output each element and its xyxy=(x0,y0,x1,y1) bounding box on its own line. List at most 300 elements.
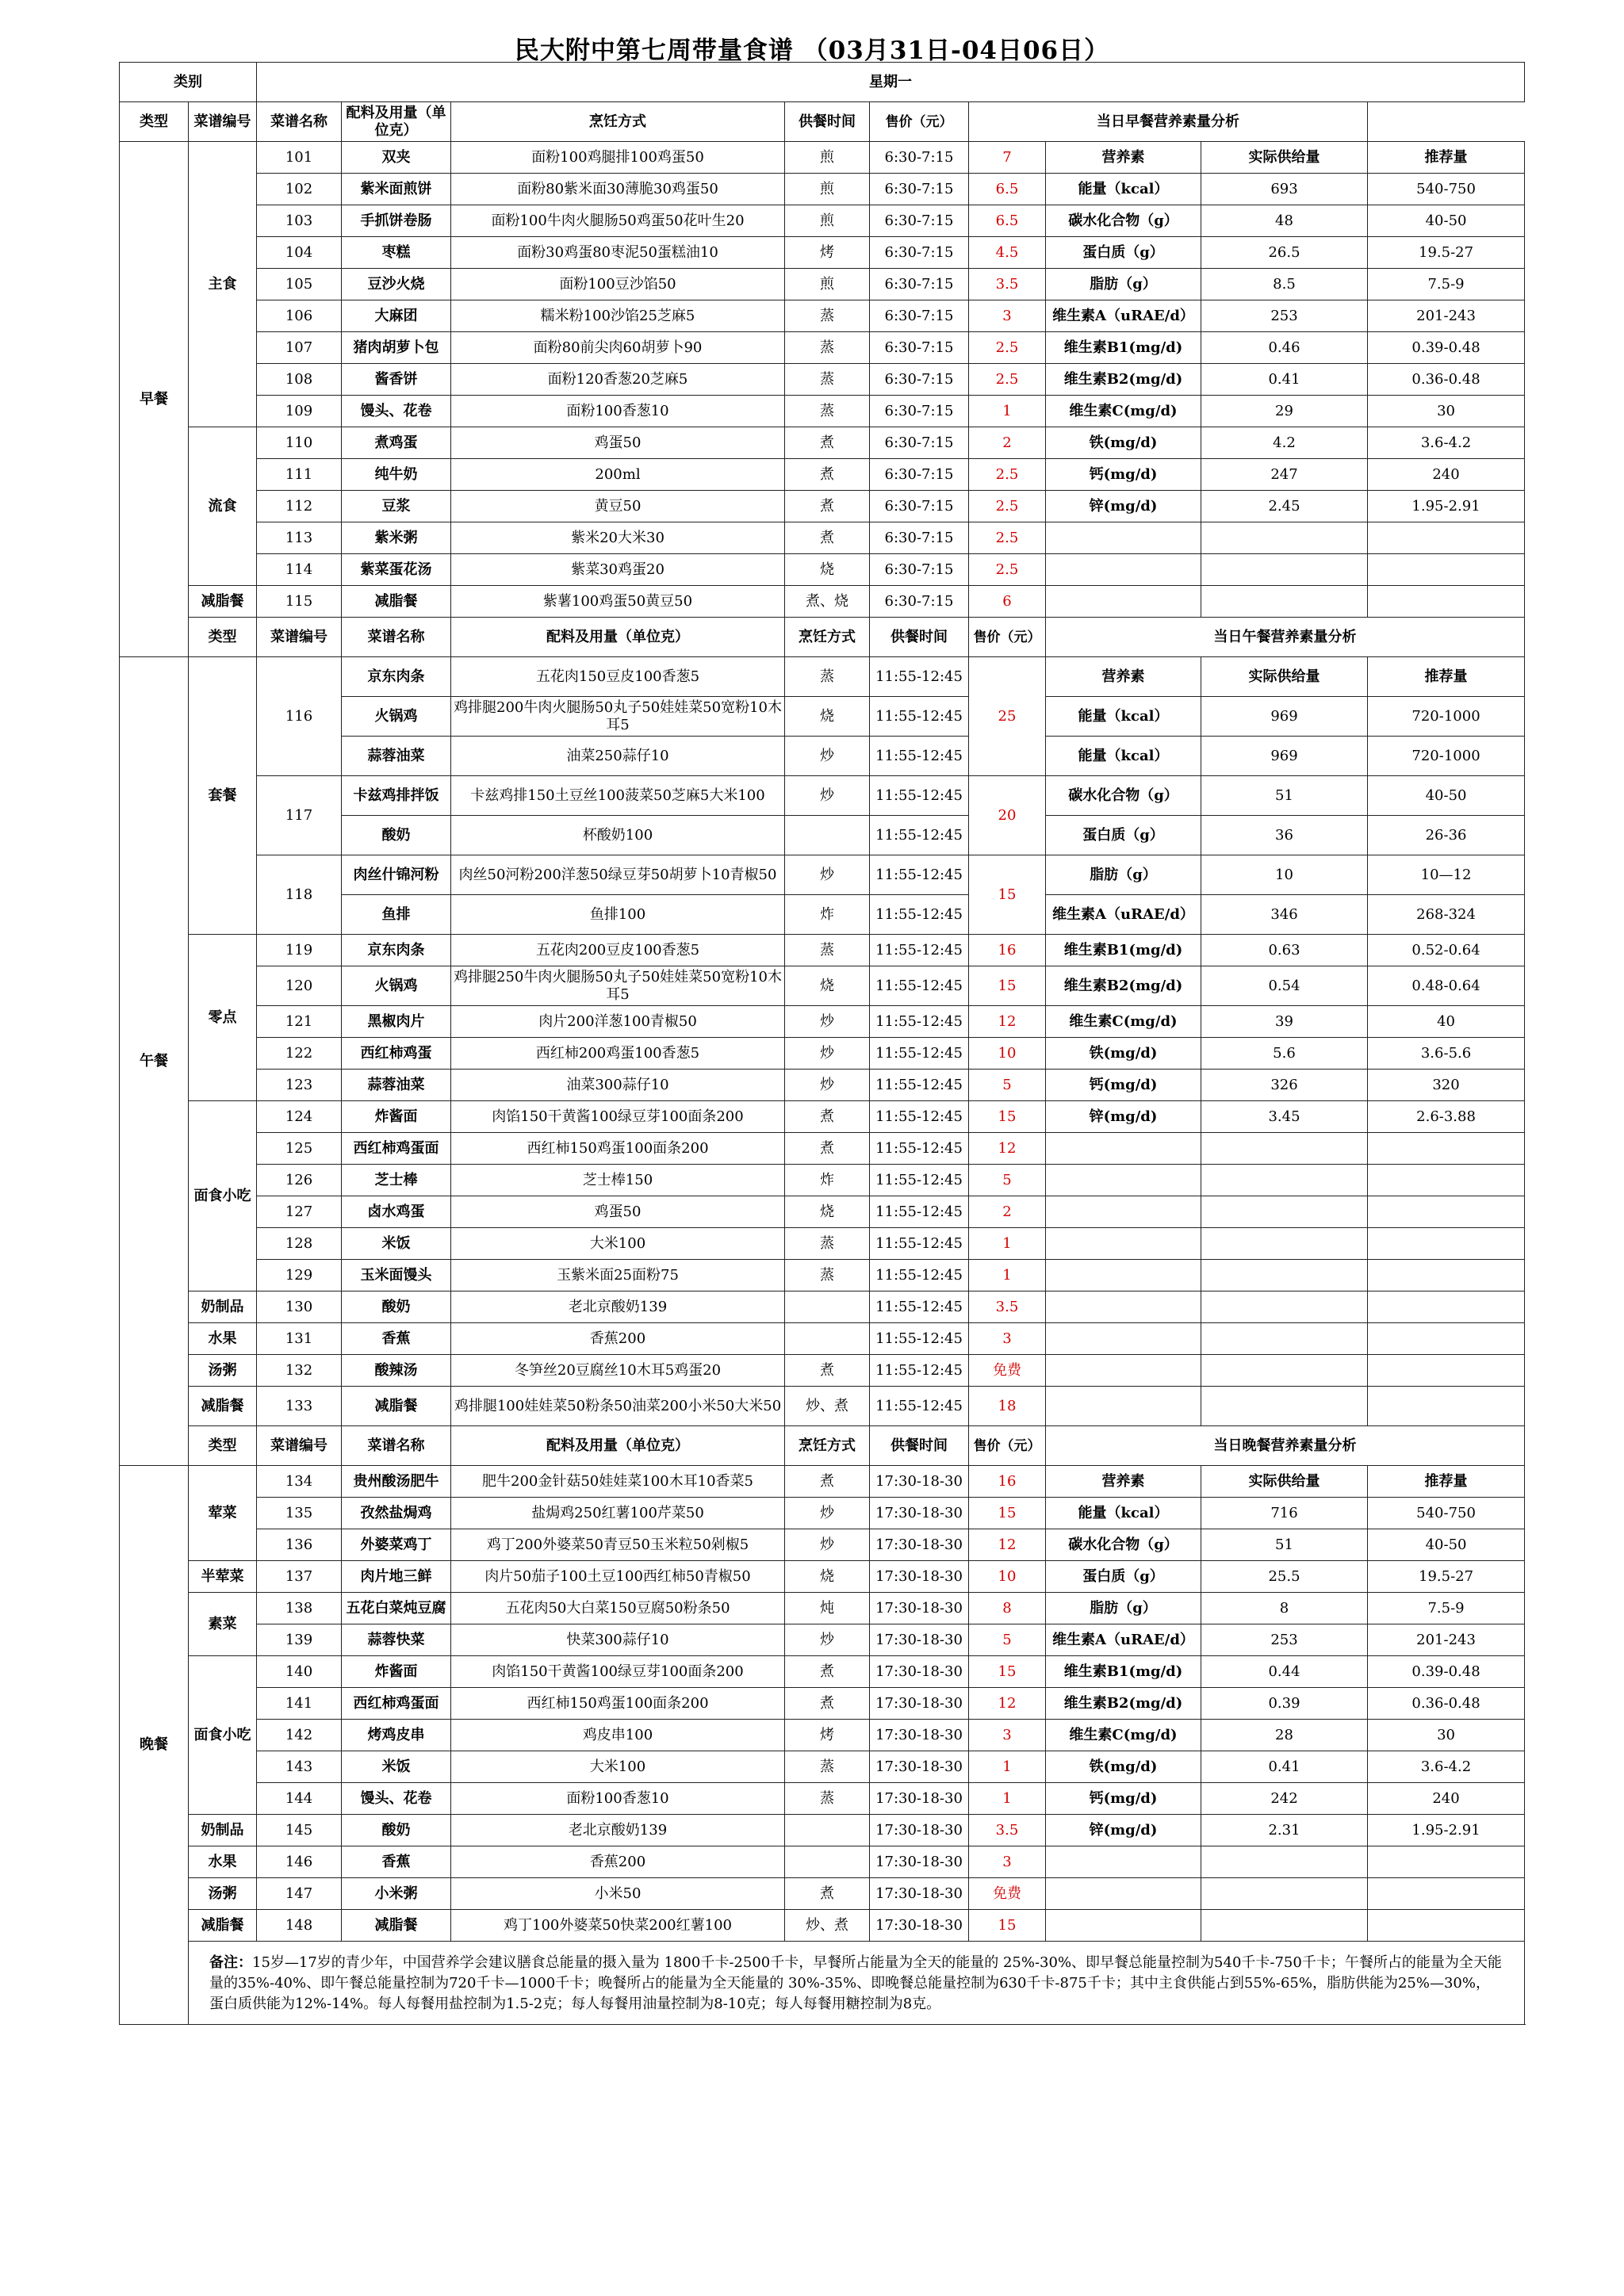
table-row xyxy=(120,1529,1525,1561)
nutrient-actual: 0.44 xyxy=(1201,1656,1368,1688)
empty-cell xyxy=(1368,1260,1525,1292)
col-ingredients-header: 配料及用量（单位克） xyxy=(451,1426,785,1466)
meal-label: 早餐 xyxy=(120,142,189,657)
nutrient-name: 铁(mg/d) xyxy=(1046,1038,1201,1070)
nutrient-name: 维生素A（uRAE/d） xyxy=(1046,895,1201,935)
code-cell: 140 xyxy=(257,1656,342,1688)
method-cell: 蒸 xyxy=(785,364,870,396)
dish-name: 贵州酸汤肥牛 xyxy=(342,1466,451,1498)
time-cell: 6:30-7:15 xyxy=(870,364,969,396)
nutrient-name: 碳水化合物（g） xyxy=(1046,1529,1201,1561)
price-cell: 7 xyxy=(969,142,1046,174)
nutrition-analysis-title: 当日午餐营养素量分析 xyxy=(1046,618,1525,657)
dish-name: 减脂餐 xyxy=(342,1387,451,1426)
type-cell: 半荤菜 xyxy=(189,1561,257,1593)
empty-cell xyxy=(1046,1260,1201,1292)
empty-cell xyxy=(1201,554,1368,586)
ingredients-cell: 鸡排腿250牛肉火腿肠50丸子50娃娃菜50宽粉10木耳5 xyxy=(451,966,785,1006)
dish-name: 酸奶 xyxy=(342,816,451,855)
method-cell: 煮 xyxy=(785,1656,870,1688)
empty-cell xyxy=(1368,1387,1525,1426)
method-cell: 炒 xyxy=(785,1529,870,1561)
table-row xyxy=(120,1561,1525,1593)
dish-name: 馒头、花卷 xyxy=(342,1783,451,1815)
col-method-header: 烹饪方式 xyxy=(785,1426,870,1466)
dish-name: 西红柿鸡蛋 xyxy=(342,1038,451,1070)
time-cell: 6:30-7:15 xyxy=(870,300,969,332)
method-cell: 煎 xyxy=(785,205,870,237)
time-cell: 6:30-7:15 xyxy=(870,142,969,174)
time-cell: 11:55-12:45 xyxy=(870,1133,969,1165)
col-name-header: 菜谱名称 xyxy=(342,1426,451,1466)
nutrient-actual: 0.41 xyxy=(1201,364,1368,396)
type-cell: 主食 xyxy=(189,142,257,427)
time-cell: 17:30-18-30 xyxy=(870,1783,969,1815)
dish-name: 纯牛奶 xyxy=(342,459,451,491)
category-header: 类别 xyxy=(120,63,257,102)
nutrient-header: 营养素 xyxy=(1046,1466,1201,1498)
method-cell: 蒸 xyxy=(785,396,870,427)
time-cell: 6:30-7:15 xyxy=(870,269,969,300)
price-cell: 15 xyxy=(969,1910,1046,1942)
nutrient-name: 维生素C(mg/d) xyxy=(1046,1006,1201,1038)
time-cell: 17:30-18-30 xyxy=(870,1561,969,1593)
price-cell: 15 xyxy=(969,966,1046,1006)
nutrient-name: 脂肪（g） xyxy=(1046,269,1201,300)
empty-cell xyxy=(1368,1196,1525,1228)
method-cell: 炒 xyxy=(785,1006,870,1038)
type-cell: 零点 xyxy=(189,935,257,1101)
nutrient-header: 营养素 xyxy=(1046,142,1201,174)
code-cell: 115 xyxy=(257,586,342,618)
dish-name: 酸奶 xyxy=(342,1292,451,1323)
ingredients-cell: 肥牛200金针菇50娃娃菜100木耳10香菜5 xyxy=(451,1466,785,1498)
table-row xyxy=(120,776,1525,816)
method-cell: 炒 xyxy=(785,737,870,776)
col-type-header: 类型 xyxy=(189,618,257,657)
empty-cell xyxy=(1201,1165,1368,1196)
ingredients-cell: 芝士棒150 xyxy=(451,1165,785,1196)
ingredients-cell: 面粉100香葱10 xyxy=(451,1783,785,1815)
nutrient-name: 维生素B1(mg/d) xyxy=(1046,1656,1201,1688)
nutrient-actual: 48 xyxy=(1201,205,1368,237)
nutrient-actual: 36 xyxy=(1201,816,1368,855)
ingredients-cell: 油菜250蒜仔10 xyxy=(451,737,785,776)
nutrient-actual: 0.46 xyxy=(1201,332,1368,364)
dish-name: 京东肉条 xyxy=(342,935,451,966)
ingredients-cell: 面粉100豆沙馅50 xyxy=(451,269,785,300)
empty-cell xyxy=(1046,1165,1201,1196)
type-cell: 汤粥 xyxy=(189,1878,257,1910)
code-cell: 141 xyxy=(257,1688,342,1720)
col-time-header: 供餐时间 xyxy=(785,102,870,142)
nutrient-actual: 39 xyxy=(1201,1006,1368,1038)
table-row xyxy=(120,1006,1525,1038)
col-name-header: 菜谱名称 xyxy=(342,618,451,657)
col-time-header: 供餐时间 xyxy=(870,1426,969,1466)
price-cell: 10 xyxy=(969,1561,1046,1593)
footnote xyxy=(189,1942,1525,2025)
time-cell: 11:55-12:45 xyxy=(870,1323,969,1355)
table-row xyxy=(120,1846,1525,1878)
empty-cell xyxy=(1046,522,1201,554)
col-price-header: 售价（元） xyxy=(969,1426,1046,1466)
ingredients-cell: 五花肉50大白菜150豆腐50粉条50 xyxy=(451,1593,785,1624)
method-cell: 烧 xyxy=(785,966,870,1006)
code-cell: 144 xyxy=(257,1783,342,1815)
nutrient-name: 维生素B1(mg/d) xyxy=(1046,332,1201,364)
nutrient-actual: 26.5 xyxy=(1201,237,1368,269)
time-cell: 11:55-12:45 xyxy=(870,697,969,737)
price-cell: 1 xyxy=(969,1751,1046,1783)
code-cell: 125 xyxy=(257,1133,342,1165)
ingredients-cell: 鱼排100 xyxy=(451,895,785,935)
ingredients-cell: 面粉100鸡腿排100鸡蛋50 xyxy=(451,142,785,174)
nutrient-actual: 8.5 xyxy=(1201,269,1368,300)
method-cell xyxy=(785,1292,870,1323)
method-cell: 煮 xyxy=(785,1878,870,1910)
price-cell: 25 xyxy=(969,657,1046,776)
empty-cell xyxy=(1046,1846,1201,1878)
dish-name: 减脂餐 xyxy=(342,586,451,618)
dish-name: 蒜蓉油菜 xyxy=(342,1070,451,1101)
dish-name: 煮鸡蛋 xyxy=(342,427,451,459)
method-cell: 炒、煮 xyxy=(785,1387,870,1426)
nutrition-analysis-title: 当日早餐营养素量分析 xyxy=(969,102,1368,142)
nutrient-recommended: 10—12 xyxy=(1368,855,1525,895)
actual-header: 实际供给量 xyxy=(1201,657,1368,697)
time-cell: 11:55-12:45 xyxy=(870,657,969,697)
time-cell: 17:30-18-30 xyxy=(870,1878,969,1910)
type-cell: 荤菜 xyxy=(189,1466,257,1561)
dish-name: 酱香饼 xyxy=(342,364,451,396)
empty-cell xyxy=(1046,1878,1201,1910)
nutrient-name: 碳水化合物（g） xyxy=(1046,205,1201,237)
time-cell: 11:55-12:45 xyxy=(870,1196,969,1228)
code-cell: 137 xyxy=(257,1561,342,1593)
dish-name: 炸酱面 xyxy=(342,1656,451,1688)
table-row xyxy=(120,586,1525,618)
col-code-header: 菜谱编号 xyxy=(257,618,342,657)
price-cell: 16 xyxy=(969,935,1046,966)
ingredients-cell: 杯酸奶100 xyxy=(451,816,785,855)
code-cell: 103 xyxy=(257,205,342,237)
nutrient-actual: 247 xyxy=(1201,459,1368,491)
nutrient-recommended: 30 xyxy=(1368,396,1525,427)
code-cell: 102 xyxy=(257,174,342,205)
nutrient-recommended: 3.6-5.6 xyxy=(1368,1038,1525,1070)
nutrient-recommended: 7.5-9 xyxy=(1368,1593,1525,1624)
nutrient-recommended: 0.36-0.48 xyxy=(1368,364,1525,396)
nutrient-name: 维生素C(mg/d) xyxy=(1046,1720,1201,1751)
code-cell: 148 xyxy=(257,1910,342,1942)
type-cell: 减脂餐 xyxy=(189,1910,257,1942)
method-cell: 炒 xyxy=(785,1624,870,1656)
time-cell: 17:30-18-30 xyxy=(870,1466,969,1498)
empty-cell xyxy=(1368,586,1525,618)
type-cell: 套餐 xyxy=(189,657,257,935)
method-cell: 煎 xyxy=(785,174,870,205)
price-cell: 1 xyxy=(969,1228,1046,1260)
time-cell: 17:30-18-30 xyxy=(870,1815,969,1846)
empty-cell xyxy=(1046,1133,1201,1165)
empty-cell xyxy=(1368,522,1525,554)
nutrient-actual: 3.45 xyxy=(1201,1101,1368,1133)
nutrient-name: 蛋白质（g） xyxy=(1046,1561,1201,1593)
type-cell: 水果 xyxy=(189,1846,257,1878)
code-cell: 131 xyxy=(257,1323,342,1355)
ingredients-cell: 大米100 xyxy=(451,1751,785,1783)
time-cell: 17:30-18-30 xyxy=(870,1846,969,1878)
type-cell: 面食小吃 xyxy=(189,1101,257,1292)
table-row xyxy=(120,300,1525,332)
time-cell: 6:30-7:15 xyxy=(870,459,969,491)
empty-cell xyxy=(1368,1165,1525,1196)
table-row xyxy=(120,1323,1525,1355)
dish-name: 孜然盐焗鸡 xyxy=(342,1498,451,1529)
empty-cell xyxy=(1046,1228,1201,1260)
ingredients-cell: 肉片200洋葱100青椒50 xyxy=(451,1006,785,1038)
dish-name: 酸辣汤 xyxy=(342,1355,451,1387)
nutrient-recommended: 40-50 xyxy=(1368,1529,1525,1561)
method-cell: 烤 xyxy=(785,1720,870,1751)
nutrient-recommended: 268-324 xyxy=(1368,895,1525,935)
ingredients-cell: 肉馅150干黄酱100绿豆芽100面条200 xyxy=(451,1101,785,1133)
time-cell: 11:55-12:45 xyxy=(870,895,969,935)
time-cell: 6:30-7:15 xyxy=(870,174,969,205)
empty-cell xyxy=(1046,1910,1201,1942)
time-cell: 6:30-7:15 xyxy=(870,522,969,554)
ingredients-cell: 鸡皮串100 xyxy=(451,1720,785,1751)
empty-cell xyxy=(1046,1323,1201,1355)
day-header: 星期一 xyxy=(257,63,1525,102)
dish-name: 紫菜蛋花汤 xyxy=(342,554,451,586)
ingredients-cell: 西红柿150鸡蛋100面条200 xyxy=(451,1688,785,1720)
ingredients-cell: 鸡蛋50 xyxy=(451,1196,785,1228)
empty-cell xyxy=(1201,586,1368,618)
method-cell: 炒 xyxy=(785,1070,870,1101)
dish-name: 肉丝什锦河粉 xyxy=(342,855,451,895)
ingredients-cell: 老北京酸奶139 xyxy=(451,1815,785,1846)
dish-name: 馒头、花卷 xyxy=(342,396,451,427)
method-cell: 蒸 xyxy=(785,657,870,697)
type-cell: 奶制品 xyxy=(189,1292,257,1323)
nutrient-actual: 28 xyxy=(1201,1720,1368,1751)
code-cell: 127 xyxy=(257,1196,342,1228)
nutrient-name: 钙(mg/d) xyxy=(1046,1070,1201,1101)
empty-cell xyxy=(1368,1878,1525,1910)
code-cell: 123 xyxy=(257,1070,342,1101)
method-cell: 煮 xyxy=(785,1355,870,1387)
code-cell: 136 xyxy=(257,1529,342,1561)
code-cell: 130 xyxy=(257,1292,342,1323)
time-cell: 6:30-7:15 xyxy=(870,491,969,522)
empty-cell xyxy=(1201,1196,1368,1228)
ingredients-cell: 紫菜30鸡蛋20 xyxy=(451,554,785,586)
price-cell: 16 xyxy=(969,1466,1046,1498)
price-cell: 15 xyxy=(969,1498,1046,1529)
nutrient-actual: 8 xyxy=(1201,1593,1368,1624)
nutrient-recommended: 0.52-0.64 xyxy=(1368,935,1525,966)
dish-name: 紫米粥 xyxy=(342,522,451,554)
dish-name: 五花白菜炖豆腐 xyxy=(342,1593,451,1624)
method-cell: 炒、煮 xyxy=(785,1910,870,1942)
nutrient-recommended: 240 xyxy=(1368,459,1525,491)
ingredients-cell: 肉丝50河粉200洋葱50绿豆芽50胡萝卜10青椒50 xyxy=(451,855,785,895)
code-cell: 142 xyxy=(257,1720,342,1751)
nutrient-name: 维生素B2(mg/d) xyxy=(1046,364,1201,396)
price-cell: 免费 xyxy=(969,1878,1046,1910)
price-cell: 2 xyxy=(969,427,1046,459)
dish-name: 京东肉条 xyxy=(342,657,451,697)
type-cell: 流食 xyxy=(189,427,257,586)
table-row xyxy=(120,618,1525,657)
table-row xyxy=(120,491,1525,522)
nutrient-actual: 693 xyxy=(1201,174,1368,205)
ingredients-cell: 面粉80前尖肉60胡萝卜90 xyxy=(451,332,785,364)
nutrient-name: 能量（kcal） xyxy=(1046,174,1201,205)
nutrient-recommended: 40 xyxy=(1368,1006,1525,1038)
code-cell: 133 xyxy=(257,1387,342,1426)
time-cell: 17:30-18-30 xyxy=(870,1688,969,1720)
menu-table xyxy=(119,62,1525,2025)
nutrient-actual: 242 xyxy=(1201,1783,1368,1815)
code-cell: 120 xyxy=(257,966,342,1006)
dish-name: 西红柿鸡蛋面 xyxy=(342,1133,451,1165)
table-row xyxy=(120,935,1525,966)
col-time-header: 供餐时间 xyxy=(870,618,969,657)
price-cell: 12 xyxy=(969,1133,1046,1165)
table-row xyxy=(120,1624,1525,1656)
ingredients-cell: 鸡蛋50 xyxy=(451,427,785,459)
nutrient-recommended: 0.36-0.48 xyxy=(1368,1688,1525,1720)
method-cell: 炸 xyxy=(785,1165,870,1196)
nutrient-recommended: 320 xyxy=(1368,1070,1525,1101)
nutrient-name: 维生素B1(mg/d) xyxy=(1046,935,1201,966)
dish-name: 大麻团 xyxy=(342,300,451,332)
code-cell: 134 xyxy=(257,1466,342,1498)
dish-name: 烤鸡皮串 xyxy=(342,1720,451,1751)
ingredients-cell: 卡兹鸡排150土豆丝100菠菜50芝麻5大米100 xyxy=(451,776,785,816)
nutrient-name: 维生素A（uRAE/d） xyxy=(1046,300,1201,332)
price-cell: 5 xyxy=(969,1165,1046,1196)
nutrient-actual: 51 xyxy=(1201,776,1368,816)
dish-name: 香蕉 xyxy=(342,1846,451,1878)
time-cell: 11:55-12:45 xyxy=(870,816,969,855)
dish-name: 蒜蓉油菜 xyxy=(342,737,451,776)
nutrient-actual: 5.6 xyxy=(1201,1038,1368,1070)
footnote-label: 备注： xyxy=(209,1954,252,1971)
table-row xyxy=(120,1942,1525,2025)
time-cell: 17:30-18-30 xyxy=(870,1529,969,1561)
empty-cell xyxy=(1368,1846,1525,1878)
table-row xyxy=(120,1656,1525,1688)
nutrient-recommended: 40-50 xyxy=(1368,776,1525,816)
empty-cell xyxy=(1046,1387,1201,1426)
nutrient-name: 锌(mg/d) xyxy=(1046,491,1201,522)
method-cell: 煮 xyxy=(785,522,870,554)
method-cell: 煮 xyxy=(785,1101,870,1133)
time-cell: 11:55-12:45 xyxy=(870,737,969,776)
type-cell: 奶制品 xyxy=(189,1815,257,1846)
method-cell: 蒸 xyxy=(785,1751,870,1783)
price-cell: 2.5 xyxy=(969,459,1046,491)
price-cell: 15 xyxy=(969,1101,1046,1133)
type-cell: 减脂餐 xyxy=(189,1387,257,1426)
empty-cell xyxy=(1046,554,1201,586)
table-row xyxy=(120,855,1525,895)
code-cell: 101 xyxy=(257,142,342,174)
col-name-header: 菜谱名称 xyxy=(257,102,342,142)
table-row xyxy=(120,1260,1525,1292)
nutrient-name: 钙(mg/d) xyxy=(1046,1783,1201,1815)
price-cell: 1 xyxy=(969,1783,1046,1815)
nutrient-name: 脂肪（g） xyxy=(1046,855,1201,895)
method-cell: 煎 xyxy=(785,142,870,174)
ingredients-cell: 面粉80紫米面30薄脆30鸡蛋50 xyxy=(451,174,785,205)
code-cell: 110 xyxy=(257,427,342,459)
nutrient-recommended: 240 xyxy=(1368,1783,1525,1815)
code-cell: 147 xyxy=(257,1878,342,1910)
nutrient-recommended: 540-750 xyxy=(1368,174,1525,205)
recommended-header: 推荐量 xyxy=(1368,142,1525,174)
code-cell: 112 xyxy=(257,491,342,522)
time-cell: 11:55-12:45 xyxy=(870,1101,969,1133)
code-cell: 122 xyxy=(257,1038,342,1070)
code-cell: 132 xyxy=(257,1355,342,1387)
method-cell: 炒 xyxy=(785,776,870,816)
time-cell: 6:30-7:15 xyxy=(870,396,969,427)
code-cell: 109 xyxy=(257,396,342,427)
price-cell: 4.5 xyxy=(969,237,1046,269)
empty-cell xyxy=(1368,1228,1525,1260)
time-cell: 17:30-18-30 xyxy=(870,1720,969,1751)
nutrient-actual: 253 xyxy=(1201,1624,1368,1656)
method-cell: 炸 xyxy=(785,895,870,935)
method-cell: 蒸 xyxy=(785,1260,870,1292)
method-cell: 烧 xyxy=(785,554,870,586)
dish-name: 火锅鸡 xyxy=(342,966,451,1006)
code-cell: 116 xyxy=(257,657,342,776)
dish-name: 卤水鸡蛋 xyxy=(342,1196,451,1228)
nutrient-recommended: 1.95-2.91 xyxy=(1368,1815,1525,1846)
nutrient-name: 铁(mg/d) xyxy=(1046,427,1201,459)
method-cell: 烧 xyxy=(785,697,870,737)
ingredients-cell: 面粉100牛肉火腿肠50鸡蛋50花叶生20 xyxy=(451,205,785,237)
nutrient-actual: 2.31 xyxy=(1201,1815,1368,1846)
table-row xyxy=(120,205,1525,237)
time-cell: 17:30-18-30 xyxy=(870,1751,969,1783)
ingredients-cell: 面粉30鸡蛋80枣泥50蛋糕油10 xyxy=(451,237,785,269)
table-row xyxy=(120,1720,1525,1751)
dish-name: 外婆菜鸡丁 xyxy=(342,1529,451,1561)
empty-cell xyxy=(1201,1323,1368,1355)
table-row xyxy=(120,63,1525,102)
dish-name: 枣糕 xyxy=(342,237,451,269)
price-cell: 20 xyxy=(969,776,1046,855)
price-cell: 12 xyxy=(969,1529,1046,1561)
empty-cell xyxy=(1046,586,1201,618)
table-row xyxy=(120,1038,1525,1070)
price-cell: 12 xyxy=(969,1006,1046,1038)
empty-cell xyxy=(1046,1355,1201,1387)
ingredients-cell: 盐焗鸡250红薯100芹菜50 xyxy=(451,1498,785,1529)
table-row xyxy=(120,1498,1525,1529)
price-cell: 3 xyxy=(969,1846,1046,1878)
price-cell: 3 xyxy=(969,1323,1046,1355)
nutrient-actual: 0.41 xyxy=(1201,1751,1368,1783)
nutrient-recommended: 201-243 xyxy=(1368,1624,1525,1656)
